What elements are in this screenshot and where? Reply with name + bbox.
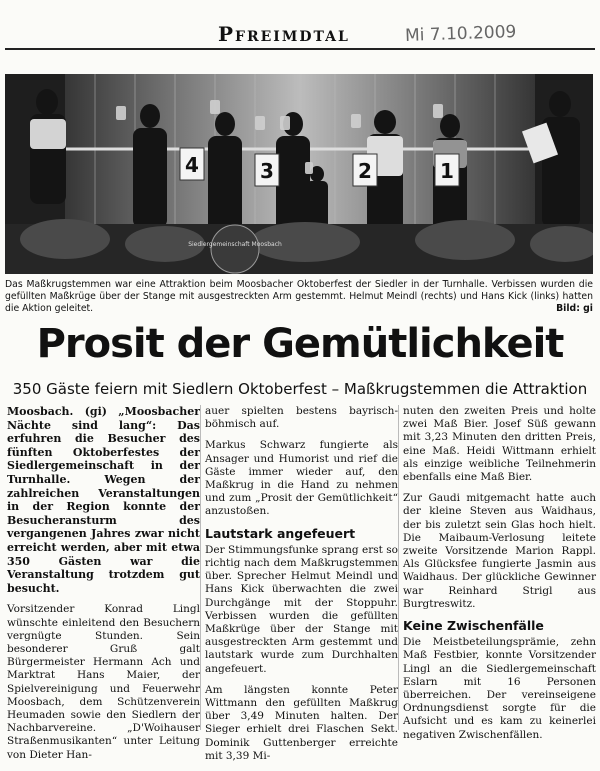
photo-credit: Bild: gi: [556, 303, 593, 314]
body-paragraph: Vorsitzender Konrad Lingl wünschte einleitend den Besuchern vergnügte Stunden. Sein besonderer Gruß galt Bürgermeister Hermann Ach und Marktrat Hans Maier, der Spielvereinigung und Feuerwehr Moosbach, dem Schützenverein Heumaden sowie den Siedlern der Nachbarvereine. „D'Woihauser Straßenmusikanten“ unter Leitung von Dieter Han-: [7, 603, 200, 761]
subheading: Keine Zwischenfälle: [403, 618, 544, 634]
article-photo: [5, 74, 593, 274]
banner-text: Siedlergemeinschaft Moosbach: [188, 241, 282, 248]
photo-number: 3: [260, 159, 274, 183]
section-name: Pfreimdtal: [218, 22, 350, 46]
article-column-2: [205, 405, 398, 771]
body-paragraph: Am längsten konnte Peter Wittmann den gefüllten Maßkrug über 3,49 Minuten halten. Der Sieger erhielt drei Flaschen Sekt. Dominik Guttenberger erreichte mit 3,39 Mi-: [205, 683, 398, 762]
subheading: Lautstark angefeuert: [205, 525, 356, 541]
subheadline: 350 Gäste feiern mit Siedlern Oktoberfest – Maßkrugstemmen die Attraktion: [12, 380, 588, 398]
headline: Prosit der Gemütlichkeit: [36, 321, 564, 367]
column-divider: [200, 405, 201, 730]
photo-number: 2: [358, 159, 372, 183]
caption-text: Das Maßkrugstemmen war eine Attraktion beim Moosbacher Oktoberfest der Siedler in der Turnhalle. Verbissen wurden die gefüllten Maßkrüge über der Stange mit ausgestreckten Arm gestemmt. Helmut Meindl (rechts) und Hans Kick (links) hatten die Aktion geleitet.: [5, 279, 593, 314]
photo-number: 4: [185, 153, 199, 177]
photo-illustration: [5, 74, 593, 274]
article-column-1: [7, 405, 200, 770]
page-header: [0, 0, 600, 46]
handwritten-date: Mi 7.10.2009: [404, 22, 517, 46]
body-paragraph: Zur Gaudi mitgemacht hatte auch der kleine Steven aus Waidhaus, der bis zuletzt sein Glas hoch hielt. Die Maibaum-Verlosung leitete zweite Vorsitzende Marion Rappl. Als Glücksfee fungierte Jasmin aus Waidhaus. Der glückliche Gewinner war Reinhard Strigl aus Burgtreswitz.: [403, 492, 596, 610]
article-column-3: [403, 405, 596, 750]
body-paragraph: auer spielten bestens bayrisch-böhmisch auf.: [205, 405, 398, 431]
column-divider: [398, 405, 399, 730]
body-paragraph: Der Stimmungsfunke sprang erst so richtig nach dem Maßkrugstemmen über. Sprecher Helmut Meindl und Hans Kick überwachten die zwei Durchgänge mit der Stoppuhr. Verbissen wurden die gefüllten Maßkrüge über der Stange mit ausgestreckten Arm gestemmt und lautstark wurde zum Durchhalten angefeuert.: [205, 543, 398, 675]
body-paragraph: Die Meistbeteilungsprämie, zehn Maß Festbier, konnte Vorsitzender Lingl an die Siedlergemeinschaft Eslarn mit 16 Personen überreichen. Der vereinseigene Ordnungsdienst sorgte für die Aufsicht und es kam zu keinerlei negativen Zwischenfällen.: [403, 636, 596, 741]
photo-number: 1: [440, 159, 454, 183]
body-paragraph: Markus Schwarz fungierte als Ansager und Humorist und rief die Gäste immer wieder auf, den Maßkrug in die Hand zu nehmen und zum „Prosit der Gemütlichkeit“ anzustoßen.: [205, 439, 398, 518]
lead-paragraph: Moosbach. (gi) „Moosbacher Nächte sind lang“: Das erfuhren die Besucher des fünften Oktoberfestes der Siedlergemeinschaft in der Turnhalle. Wegen der zahlreichen Veranstaltungen in der Region konnte der Besucheransturm des vergangenen Jahres zwar nicht erreicht werden, aber mit etwa 350 Gästen war die Veranstaltung trotzdem gut besucht.: [7, 405, 200, 595]
header-rule: [5, 48, 595, 50]
photo-caption: [5, 279, 593, 315]
body-paragraph: nuten den zweiten Preis und holte zwei Maß Bier. Josef Süß gewann mit 3,23 Minuten den dritten Preis, eine Maß. Heidi Wittmann erhielt als einzige weibliche Teilnehmerin ebenfalls eine Maß Bier.: [403, 405, 596, 484]
